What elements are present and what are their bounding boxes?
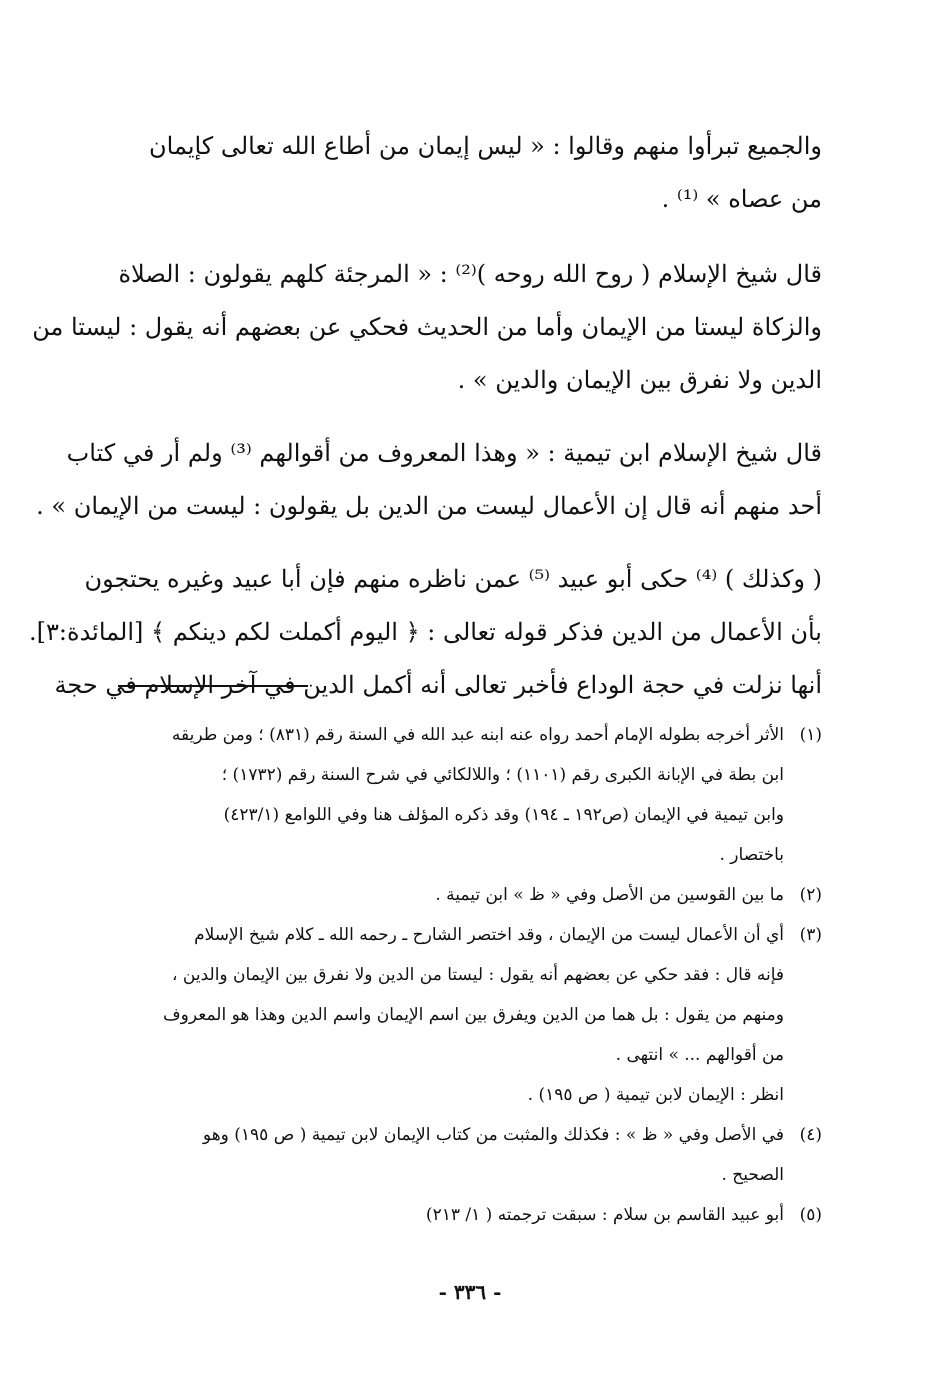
footnote-line: انظر : الإيمان لابن تيمية ( ص ١٩٥) . — [527, 1085, 784, 1105]
footnote-text — [112, 1195, 784, 1235]
footnote — [112, 915, 822, 1115]
footnote-line: وابن تيمية في الإيمان (ص١٩٢ ـ ١٩٤) وقد ذكره المؤلف هنا وفي اللوامع (٤٢٣/١) — [223, 805, 784, 825]
text-line: أنها نزلت في حجة الوداع فأخبر تعالى أنه أكمل الدين في آخر الإسلام في حجة — [54, 671, 822, 699]
footnote-separator — [118, 685, 308, 687]
text-line: بأن الأعمال من الدين فذكر قوله تعالى : ﴿ اليوم أكملت لكم دينكم ﴾ [المائدة:٣]. — [29, 618, 822, 646]
footnote-line: في الأصل وفي « ظ » : فكذلك والمثبت من كتاب الإيمان لابن تيمية ( ص ١٩٥) وهو — [202, 1125, 784, 1145]
footnote-text — [112, 715, 784, 875]
footnote-number: (٤) — [799, 1125, 822, 1145]
footnote-line: ما بين القوسين من الأصل وفي « ظ » ابن تيمية . — [435, 885, 784, 905]
footnote-line: أبو عبيد القاسم بن سلام : سبقت ترجمته ( ١/ ٢١٣) — [425, 1205, 784, 1225]
text-line: والزكاة ليستا من الإيمان وأما من الحديث فحكي عن بعضهم أنه يقول : ليستا من — [32, 313, 822, 341]
footnote-text — [112, 915, 784, 1115]
paragraph — [36, 427, 822, 533]
text-line: والجميع تبرأوا منهم وقالوا : « ليس إيمان من أطاع الله تعالى كإيمان — [149, 132, 822, 160]
footnote-number: (٥) — [799, 1205, 822, 1225]
footnote — [112, 1195, 822, 1235]
footnote-line: ابن بطة في الإبانة الكبرى رقم (١١٠١) ؛ واللالكائي في شرح السنة رقم (١٧٣٢) ؛ — [221, 765, 784, 785]
text-line: قال شيخ الإسلام ابن تيمية : « وهذا المعروف من أقوالهم ⁽³⁾ ولم أر في كتاب — [66, 439, 822, 467]
footnote — [112, 1115, 822, 1195]
footnote-line: من أقوالهم ... » انتهى . — [615, 1045, 784, 1065]
text-line: ( وكذلك ) ⁽⁴⁾ حكى أبو عبيد ⁽⁵⁾ عمن ناظره منهم فإن أبا عبيد وغيره يحتجون — [84, 565, 822, 593]
paragraph — [32, 248, 822, 407]
footnote — [112, 715, 822, 875]
footnote-line: الصحيح . — [721, 1165, 784, 1185]
paragraph — [29, 553, 822, 712]
page-number: - ٣٣٦ - — [438, 1280, 502, 1304]
text-line: من عصاه » ⁽¹⁾ . — [661, 185, 822, 213]
footnote-line: ومنهم من يقول : بل هما من الدين ويفرق بين اسم الإيمان واسم الدين وهذا هو المعروف — [163, 1005, 784, 1025]
footnote-text — [112, 875, 784, 915]
footnote-line: الأثر أخرجه بطوله الإمام أحمد رواه عنه ابنه عبد الله في السنة رقم (٨٣١) ؛ ومن طريقه — [171, 725, 784, 745]
main-text — [29, 120, 822, 732]
footnote-line: فإنه قال : فقد حكي عن بعضهم أنه يقول : ليستا من الدين ولا نفرق بين الإيمان والدين ، — [172, 965, 784, 985]
text-line: قال شيخ الإسلام ( روح الله روحه )⁽²⁾ : « المرجئة كلهم يقولون : الصلاة — [118, 260, 822, 288]
footnote-text — [112, 1115, 784, 1195]
footnote-number: (٢) — [799, 885, 822, 905]
footnotes — [112, 715, 822, 1235]
paragraph — [112, 120, 822, 226]
footnote-number: (١) — [799, 725, 822, 745]
text-line: أحد منهم أنه قال إن الأعمال ليست من الدين بل يقولون : ليست من الإيمان » . — [36, 492, 822, 520]
footnote-line: أي أن الأعمال ليست من الإيمان ، وقد اختصر الشارح ـ رحمه الله ـ كلام شيخ الإسلام — [194, 925, 784, 945]
footnote — [112, 875, 822, 915]
footnote-line: باختصار . — [719, 845, 784, 865]
text-line: الدين ولا نفرق بين الإيمان والدين » . — [457, 366, 822, 394]
footnote-number: (٣) — [799, 925, 822, 945]
